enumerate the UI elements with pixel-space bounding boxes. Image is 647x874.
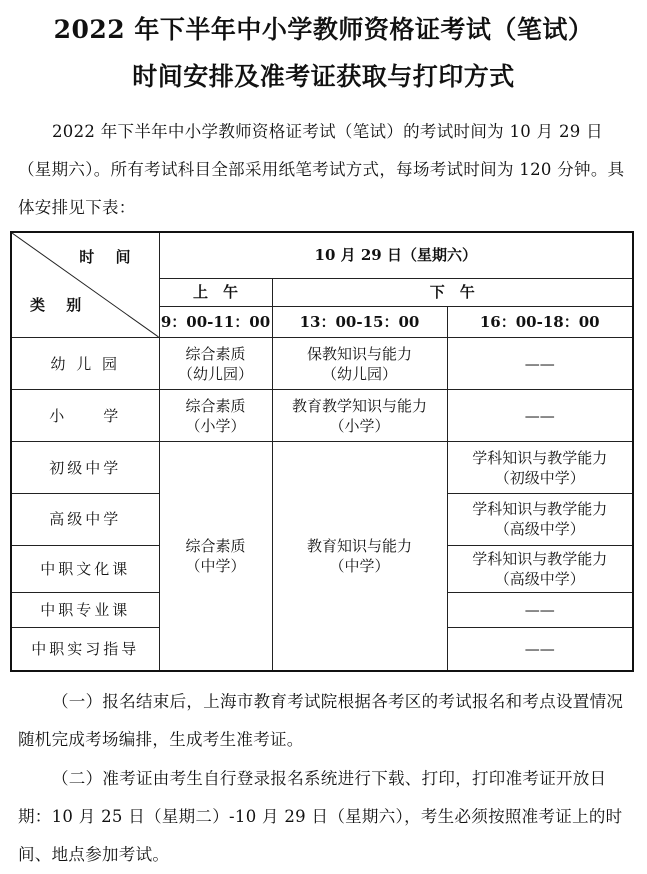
corner-time-label: 时 间 [79, 248, 139, 266]
slot3-header: 16：00-18：00 [447, 306, 633, 337]
category-cell: 中职专业课 [11, 593, 159, 628]
exam-cell: 学科知识与教学能力 （高级中学） [447, 493, 633, 545]
slot2-header: 13：00-15：00 [272, 306, 447, 337]
table-row [11, 337, 633, 389]
exam-schedule-table [10, 231, 634, 672]
page-title-line2: 时间安排及准考证获取与打印方式 [132, 62, 515, 91]
note-paragraph-2: （二）准考证由考生自行登录报名系统进行下载、打印，打印准考证开放日期：10 月 25 日（星期二）-10 月 29 日（星期六），考生必须按照准考证上的时间、地点参加考试。 [18, 769, 623, 864]
exam-cell: 保教知识与能力 （幼儿园） [272, 337, 447, 389]
date-header: 10 月 29 日（星期六） [159, 232, 633, 278]
category-cell: 初级中学 [11, 442, 159, 493]
pm-header: 下 午 [272, 278, 633, 306]
category-cell: 小 学 [11, 390, 159, 442]
exam-cell: —— [447, 337, 633, 389]
am-header: 上 午 [159, 278, 272, 306]
exam-cell-middle-s1: 综合素质 （中学） [159, 442, 272, 671]
exam-cell: 综合素质 （小学） [159, 390, 272, 442]
exam-cell: 教育教学知识与能力 （小学） [272, 390, 447, 442]
exam-cell: 学科知识与教学能力 （高级中学） [447, 545, 633, 592]
exam-cell: 学科知识与教学能力 （初级中学） [447, 442, 633, 493]
category-cell: 高级中学 [11, 493, 159, 545]
exam-cell: 综合素质 （幼儿园） [159, 337, 272, 389]
table-row [11, 442, 633, 493]
category-cell: 中职文化课 [11, 545, 159, 592]
category-cell: 中职实习指导 [11, 628, 159, 671]
exam-cell: —— [447, 593, 633, 628]
exam-cell: —— [447, 390, 633, 442]
intro-paragraph: 2022 年下半年中小学教师资格证考试（笔试）的考试时间为 10 月 29 日（星期六）。所有考试科目全部采用纸笔考试方式，每场考试时间为 120 分钟。具体安排见下表： [18, 122, 625, 217]
note-paragraph-1: （一）报名结束后，上海市教育考试院根据各考区的考试报名和考点设置情况随机完成考场编排，生成考生准考证。 [18, 692, 624, 749]
corner-category-label: 类 别 [30, 295, 90, 314]
table-row [11, 390, 633, 442]
exam-cell-middle-s2: 教育知识与能力 （中学） [272, 442, 447, 671]
page-title-line1: 2022 年下半年中小学教师资格证考试（笔试） [53, 15, 594, 44]
category-cell: 幼 儿 园 [11, 337, 159, 389]
table-corner-cell [11, 232, 159, 337]
exam-cell: —— [447, 628, 633, 671]
slot1-header: 9：00-11：00 [159, 306, 272, 337]
